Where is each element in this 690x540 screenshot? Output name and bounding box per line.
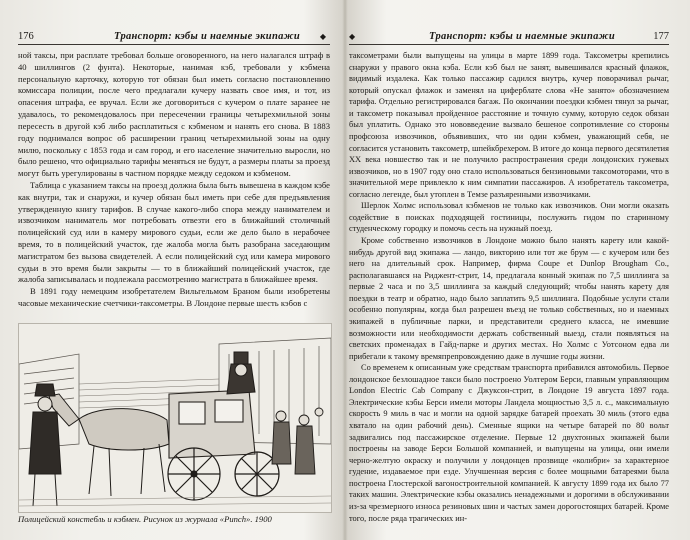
right-page bbox=[345, 0, 690, 540]
right-running-header bbox=[349, 30, 669, 45]
left-text-column bbox=[18, 50, 330, 310]
paragraph: Таблица с указанием таксы на проезд должна была быть вывешена в каждом кэбе как внутри, так и снаружи, и кучер обязан был иметь при себе для предъявления утвержденную книгу тарифов. В случае какого-либо спора между нанимателем и извозчиком наниматель мог потребовать отвезти его в ближайший столичный полицейский суд или в камеру мирового судьи, если же дело было в нерабочее время, то в полицейский участок, где жалоба могла быть разобрана заседающим магистратом без вызова свидетелей. А если полицейский суд или камера мирового судьи в это время были закрыты — то в ближайший полицейский участок, где жалоба записывалась и подлежала рассмотрению магистрата в ближайшее время. bbox=[18, 179, 330, 285]
right-page-number: 177 bbox=[653, 31, 669, 42]
right-running-title: Транспорт: кэбы и наемные экипажи bbox=[429, 31, 616, 42]
paragraph: В 1891 году немецким изобретателем Вильгельмом Браном были изобретены часовые механические счетчики-таксометры. В Лондоне первые шесть кэбов с bbox=[18, 286, 330, 309]
ornament-diamond-icon: ◆ bbox=[349, 32, 356, 41]
left-running-header bbox=[18, 30, 330, 45]
paragraph: Кроме собственно извозчиков в Лондоне можно было нанять карету или какой-нибудь другой вид экипажа — ландо, викторию или тот же брум — с кучером или без него на длительный срок. Например, фирма Coupe et Dunlop Brougham Co., располагавшаяся на Риджент-стрит, 14, предлагала конный экипаж по 7,5 шиллинга за первые 2 часа и по 3,5 шиллинга за каждый следующий; чтобы нанять карету для поездки в театр и обратно, надо было заплатить 9,5 шиллинга. Подобные услуги стали особенно популярны, когда был разрешен въезд не только собственных, но и наемных экипажей в публичные парки, и представители среднего класса, не имевшие возможности или необходимости держать собственный выезд, стали появляться на светских променадах в Гайд-парке и других местах. Но Холмс с Уотсоном едва ли прибегали к такому времяпрепровождению даже в лучшие годы жизни. bbox=[349, 236, 669, 361]
paragraph: таксометрами были выпущены на улицы в марте 1899 года. Таксометры крепились снаружи у правого окна кэба. Если кэб был не занят, вывешивался красный флажок, видимый издалека. Как только пассажир садился внутрь, кучер поворачивал рычаг, который опускал флажок и заменял на циферблате слова «Не занято» обозначением тарифа. Отдельно регистрировался багаж. По окончании поездки кэбмен тянул за рычаг, и таксометр показывал пройденное расстояние и точную сумму, которую седок обязан был уплатить. Однако это нововведение вызвало бешеное сопротивление со стороны профсоюза извозчиков, объявивших, что ни один кэбмен, уважающий себя, не согласится установить таксометр, шпейкбрехером. В итоге до конца первого десятилетия XX века новшество так и не получило распространения среди лондонских гужевых извозчиков, но в 1907 году оно стало использоваться бензиновыми таксомоторами, что в значительной мере привлекло к ним симпатии пассажиров. А изобретатель таксометра, согласно легенде, был утоплен в Темзе разъяренными извозчиками. bbox=[349, 51, 669, 199]
right-text-column bbox=[349, 50, 669, 524]
ornament-diamond-icon: ◆ bbox=[319, 32, 326, 41]
figure-caption: Полицейский констебль и кэбмен. Рисунок из журнала «Punch». 1900 bbox=[18, 514, 272, 524]
illustration-constable-and-cabman bbox=[18, 323, 332, 513]
paragraph: Шерлок Холмс использовал кэбменов не только как извозчиков. Они могли оказать содействие в поисках подходящей гостиницы, послужить гидом по старинному студенческому городку и помочь сесть на нужный поезд. bbox=[349, 201, 669, 234]
paragraph: Со временем к описанным уже средствам транспорта прибавился автомобиль. Первое лондонское безлошадное такси было построено Уолтером Берси, главным управляющим London Electric Cab Company с Джуксон-стрит, в Лондоне 19 августа 1897 года. Электрические кэбы Берси имели моторы Ландела мощностью 3,5 л. с., максимальную скорость 9 миль в час и могли на одной зарядке батарей проехать 30 миль (этого едва хватало на один рабочий день). Сменные ящики на четыре батарей по 80 вольт задвигались под пассажирское отделение. Первые 12 двухтонных экипажей были построены на заводе Берси Большой компанией, и выпущены на улицы, они имели черно-желтую окраску и получили у лондонцев прозвище «колибри» за характерное гудение, издаваемое при езде. Улучшенная версия с более мощными батареями была построена Глостерской вагоностроительной компанией. К августу 1899 года их было 77 таких машин. Электрические кэбы оказались ненадежными и дорогими в обслуживании из-за чрезмерного износа резиновых шин и частых замен дорогостоящих батарей. Кроме того, после ряда трагических ин- bbox=[349, 363, 669, 523]
left-page-number: 176 bbox=[18, 31, 34, 42]
left-running-title: Транспорт: кэбы и наемные экипажи bbox=[114, 31, 301, 42]
engraving-illustration bbox=[19, 324, 331, 512]
paragraph: ной таксы, при расплате требовал больше оговоренного, на него налагался штраф в 40 шиллингов (2 фунта). Некоторые, нанимая кэб, требовали у кэбмена персональную карточку, которую тот обязан был иметь согласно постановлению комиссара полиции, после чего предлагали кучеру назвать свое имя, и тот, из опасения штрафа, ее вручал. Если же договориться с кучером о плате заранее не удавалось, то рекомендовалось при пересечении границы четырехмильной зоны пересесть в другой кэб либо расплатиться с кэбменом и нанять его снова. В 1883 году поднимался вопрос об расширении границ четырехмильной зоны на одну милю, поскольку с 1853 года и сам город, и его население значительно выросли, но было решено, что официально тарифы меняться не будут, а размеры платы за проезд могут быть урегулированы в частном порядке между седоком и кэбменом. bbox=[18, 50, 330, 179]
